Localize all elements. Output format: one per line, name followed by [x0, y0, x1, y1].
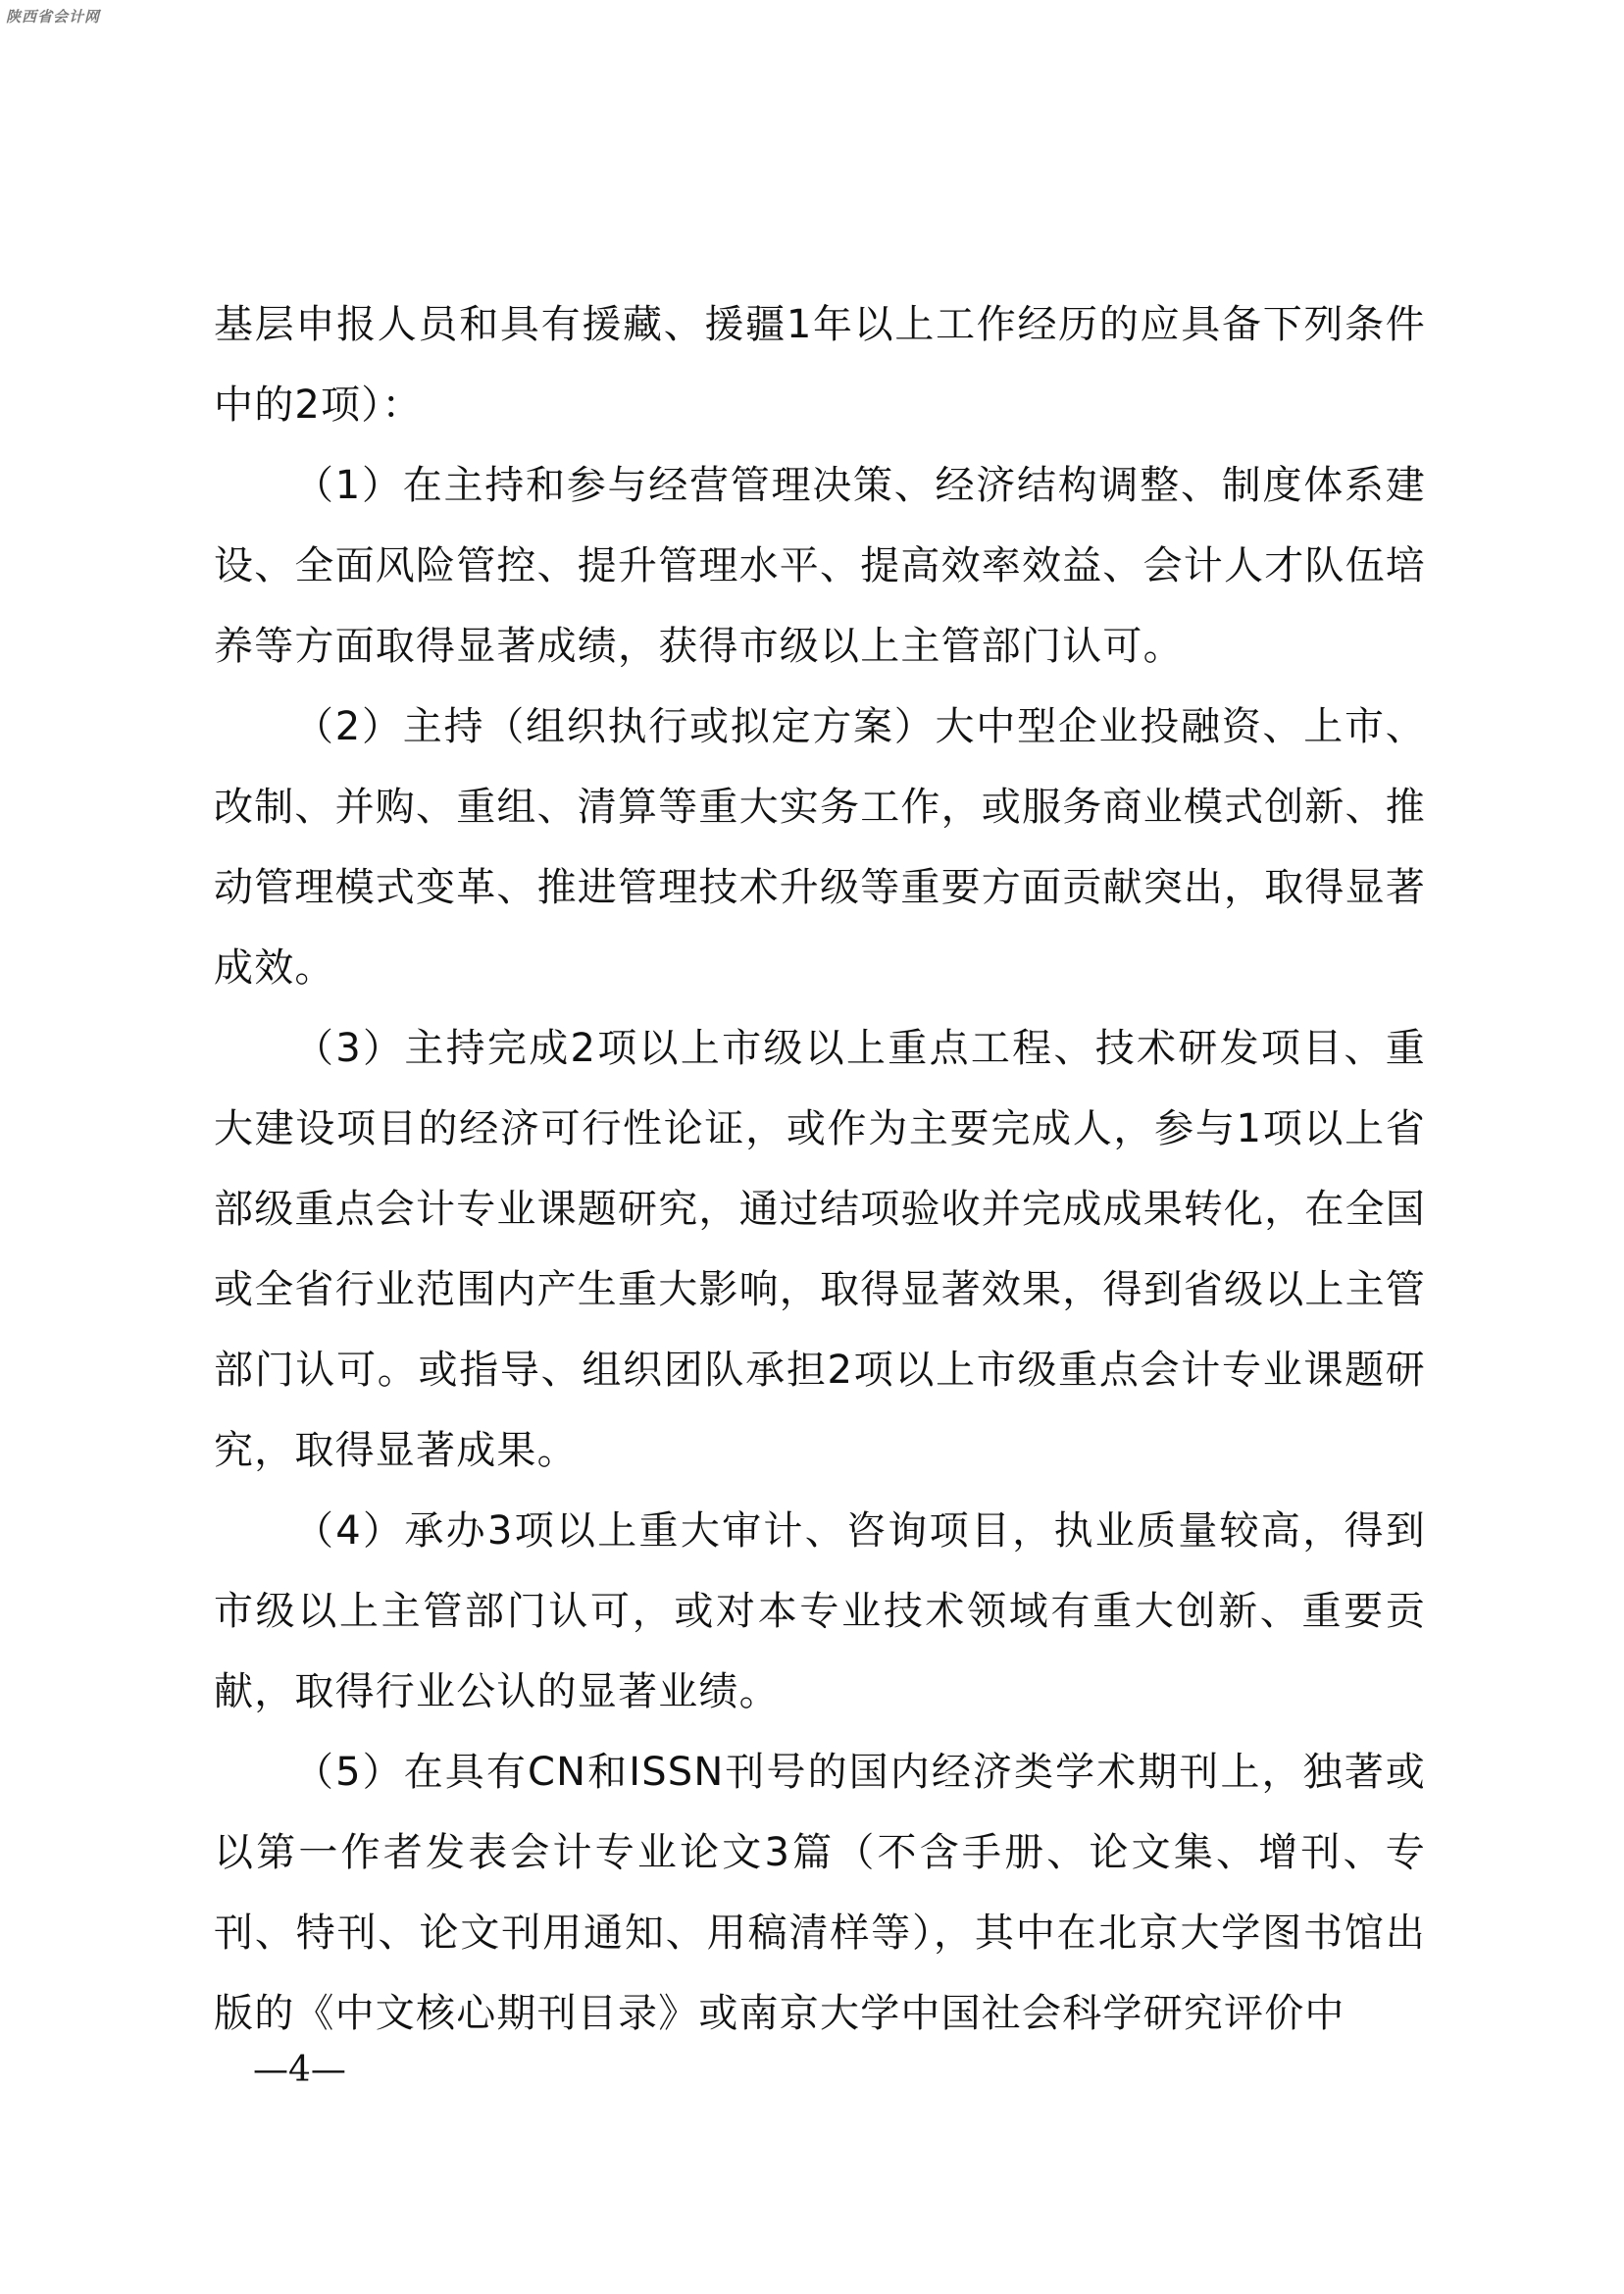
- watermark: 陕西省会计网: [6, 8, 101, 25]
- paragraph-item-5: （5）在具有CN和ISSN刊号的国内经济类学术期刊上，独著或以第一作者发表会计专业论文3篇（不含手册、论文集、增刊、专刊、特刊、论文刊用通知、用稿清样等），其中在北京大学图书馆出版的《中文核心期刊目录》或南京大学中国社会科学研究评价中: [214, 1750, 1426, 2036]
- paragraph-item-1: （1）在主持和参与经营管理决策、经济结构调整、制度体系建设、全面风险管控、提升管理水平、提高效率效益、会计人才队伍培养等方面取得显著成绩，获得市级以上主管部门认可。: [214, 463, 1426, 669]
- paragraph-continuation: 基层申报人员和具有援藏、援疆1年以上工作经历的应具备下列条件中的2项）：: [214, 302, 1426, 428]
- paragraph-item-2: （2）主持（组织执行或拟定方案）大中型企业投融资、上市、改制、并购、重组、清算等重大实务工作，或服务商业模式创新、推动管理模式变革、推进管理技术升级等重要方面贡献突出，取得显著成效。: [214, 704, 1426, 991]
- document-body: [214, 284, 1426, 2054]
- paragraph-item-3: （3）主持完成2项以上市级以上重点工程、技术研发项目、重大建设项目的经济可行性论证，或作为主要完成人，参与1项以上省部级重点会计专业课题研究，通过结项验收并完成成果转化，在全国或全省行业范围内产生重大影响，取得显著效果，得到省级以上主管部门认可。或指导、组织团队承担2项以上市级重点会计专业课题研究，取得显著成果。: [214, 1026, 1426, 1473]
- page-number: —4—: [253, 2050, 346, 2090]
- paragraph-item-4: （4）承办3项以上重大审计、咨询项目，执业质量较高，得到市级以上主管部门认可，或对本专业技术领域有重大创新、重要贡献，取得行业公认的显著业绩。: [214, 1508, 1426, 1714]
